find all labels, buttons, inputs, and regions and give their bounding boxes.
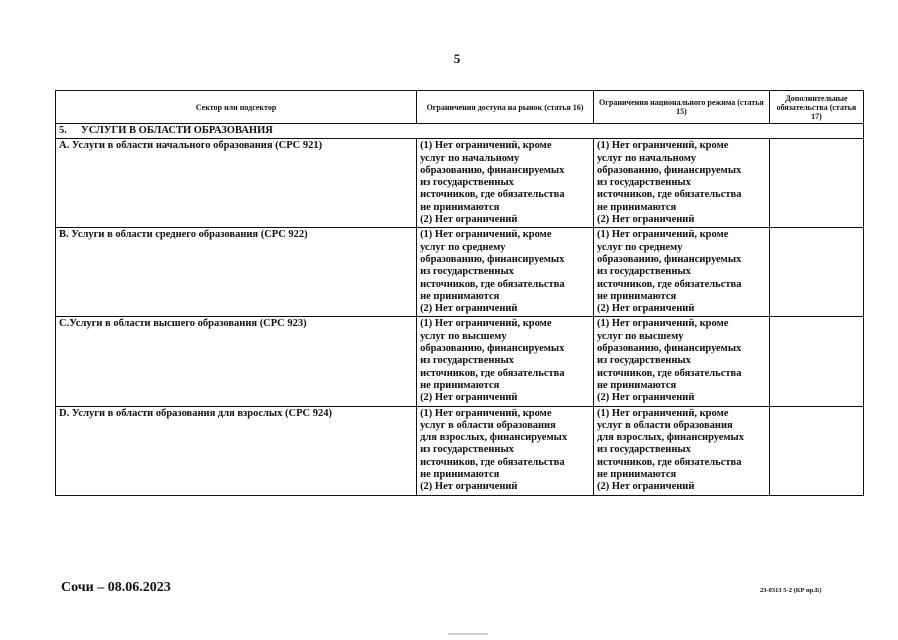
- cell-line: услуг в области образования: [596, 419, 733, 431]
- cell-line: не принимаются: [596, 290, 677, 302]
- cell-line: из государственных: [596, 355, 691, 367]
- cell-additional: [769, 228, 863, 317]
- cell-line: услуг по высшему: [420, 330, 507, 342]
- cell-line: (1) Нет ограничений, кроме: [596, 318, 729, 330]
- table-row: [56, 228, 864, 317]
- cell-line: (1) Нет ограничений, кроме: [420, 407, 552, 419]
- cell-line: источников, где обязательства: [596, 189, 742, 201]
- cell-national-treatment: [593, 406, 769, 495]
- cell-line: не принимаются: [596, 469, 677, 481]
- cell-line: услуг по среднему: [420, 241, 506, 253]
- cell-line: (2) Нет ограничений: [420, 214, 518, 226]
- cell-market-access: [417, 139, 594, 228]
- cell-line: услуг по высшему: [596, 330, 684, 342]
- table-header-row: [56, 91, 864, 124]
- cell-line: услуг по начальному: [596, 152, 697, 164]
- cell-line: (2) Нет ограничений: [596, 303, 695, 315]
- cell-line: из государственных: [420, 177, 514, 189]
- cell-line: услуг по начальному: [420, 152, 520, 164]
- cell-line: образованию, финансируемых: [420, 253, 565, 265]
- page-number: 5: [453, 51, 461, 66]
- cell-line: не принимаются: [420, 469, 500, 481]
- cell-line: из государственных: [596, 266, 691, 278]
- cell-line: для взрослых, финансируемых: [420, 432, 568, 444]
- header-market-access: Ограничения доступа на рынок (статья 16): [417, 91, 594, 124]
- cell-line: (1) Нет ограничений, кроме: [420, 140, 552, 152]
- cell-line: (1) Нет ограничений, кроме: [596, 140, 729, 152]
- cell-line: из государственных: [420, 355, 514, 367]
- cell-line: не принимаются: [420, 379, 500, 391]
- cell-additional: [769, 139, 863, 228]
- cell-national-treatment: [593, 228, 769, 317]
- cell-line: из государственных: [420, 444, 514, 456]
- cell-line: образованию, финансируемых: [596, 253, 742, 265]
- footer-doc-code: 23-0313 5-2 (КР пр.Б): [760, 587, 822, 594]
- section-number: 5.: [59, 125, 67, 136]
- cell-line: (1) Нет ограничений, кроме: [596, 229, 729, 241]
- header-national-treatment: Ограничения национального режима (статья 15): [593, 91, 769, 124]
- cell-line: не принимаются: [420, 290, 500, 302]
- cell-sector: A. Услуги в области начального образования (CPC 921): [56, 139, 417, 228]
- cell-line: источников, где обязательства: [420, 367, 565, 379]
- cell-sector: B. Услуги в области среднего образования (CPC 922): [56, 228, 417, 317]
- cell-line: источников, где обязательства: [420, 278, 565, 290]
- table-row: [56, 406, 864, 495]
- cell-sector: D. Услуги в области образования для взрослых (CPC 924): [56, 406, 417, 495]
- cell-line: не принимаются: [596, 201, 677, 213]
- cell-line: (2) Нет ограничений: [420, 481, 518, 493]
- cell-market-access: [417, 317, 594, 406]
- cell-line: услуг в области образования: [420, 419, 556, 431]
- cell-additional: [769, 406, 863, 495]
- table-row: [56, 317, 864, 406]
- cell-line: (1) Нет ограничений, кроме: [420, 229, 552, 241]
- cell-line: образованию, финансируемых: [596, 343, 742, 355]
- table-row: [56, 139, 864, 228]
- cell-line: источников, где обязательства: [596, 456, 742, 468]
- cell-line: источников, где обязательства: [420, 189, 565, 201]
- cell-line: из государственных: [420, 266, 514, 278]
- section-title: УСЛУГИ В ОБЛАСТИ ОБРАЗОВАНИЯ: [81, 125, 273, 136]
- cell-line: источников, где обязательства: [596, 278, 742, 290]
- section-row: [56, 124, 864, 139]
- cell-market-access: [417, 406, 594, 495]
- cell-sector: C.Услуги в области высшего образования (CPC 923): [56, 317, 417, 406]
- cell-line: (1) Нет ограничений, кроме: [596, 407, 729, 419]
- cell-line: услуг по среднему: [596, 241, 683, 253]
- cell-line: не принимаются: [420, 201, 500, 213]
- section-heading: [56, 124, 864, 139]
- cell-line: из государственных: [596, 177, 691, 189]
- cell-line: источников, где обязательства: [420, 456, 565, 468]
- footer-place-date: Сочи – 08.06.2023: [61, 580, 171, 595]
- cell-line: образованию, финансируемых: [596, 164, 742, 176]
- commitments-table: [55, 90, 864, 496]
- cell-line: (2) Нет ограничений: [420, 392, 518, 404]
- header-sector: Сектор или подсектор: [56, 91, 417, 124]
- cell-line: из государственных: [596, 444, 691, 456]
- scan-artifact: [448, 633, 488, 635]
- cell-line: (2) Нет ограничений: [596, 392, 695, 404]
- cell-line: источников, где обязательства: [596, 367, 742, 379]
- cell-national-treatment: [593, 139, 769, 228]
- cell-line: образованию, финансируемых: [420, 343, 565, 355]
- cell-line: не принимаются: [596, 379, 677, 391]
- cell-line: (2) Нет ограничений: [596, 481, 695, 493]
- cell-additional: [769, 317, 863, 406]
- cell-market-access: [417, 228, 594, 317]
- cell-line: (1) Нет ограничений, кроме: [420, 318, 552, 330]
- cell-line: (2) Нет ограничений: [420, 303, 518, 315]
- cell-line: для взрослых, финансируемых: [596, 432, 744, 444]
- cell-line: (2) Нет ограничений: [596, 214, 695, 226]
- cell-line: образованию, финансируемых: [420, 164, 565, 176]
- header-additional-commitments: Дополнительные обязательства (статья 17): [769, 91, 863, 124]
- cell-national-treatment: [593, 317, 769, 406]
